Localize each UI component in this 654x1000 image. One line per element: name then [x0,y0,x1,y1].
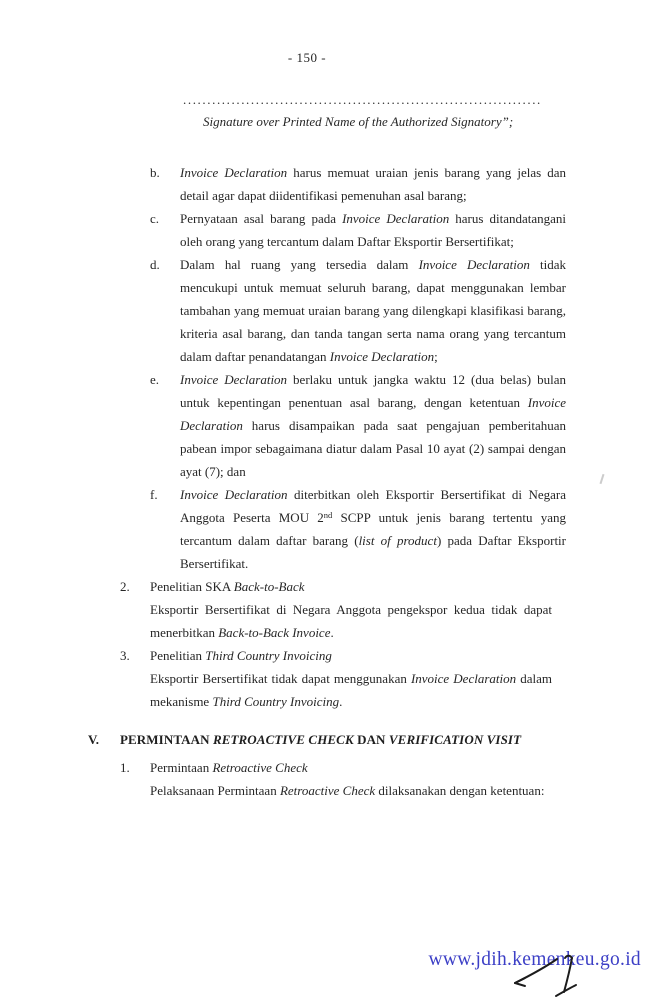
list-item-2 [120,575,654,644]
item-marker: c. [150,211,160,226]
list-item-f [150,483,654,575]
item-marker: f. [150,487,158,502]
item-body: Eksportir Bersertifikat tidak dapat menggunakan Invoice Declaration dalam mekanisme Third Country Invoicing. [150,671,552,709]
item-text: Invoice Declaration diterbitkan oleh Eksportir Bersertifikat di Negara Anggota Peserta MOU 2nd SCPP untuk jenis barang tertentu yang tercantum dalam daftar barang (list of product) pada Daftar Eksportir Bersertifikat. [180,487,566,571]
item-marker: 2. [120,579,130,594]
item-marker: b. [150,165,160,180]
item-heading: Penelitian SKA Back-to-Back [150,579,305,594]
item-heading: Permintaan Retroactive Check [150,760,308,775]
list-item-e [150,368,654,483]
item-marker: 1. [120,760,130,775]
jdih-watermark: www.jdih.kemenkeu.go.id [428,949,641,970]
section-heading-v [88,728,654,751]
list-item-d [150,253,654,368]
item-text: Pernyataan asal barang pada Invoice Declaration harus ditandatangani oleh orang yang tercantum dalam Daftar Eksportir Bersertifikat; [180,211,567,249]
item-marker: 3. [120,648,130,663]
item-marker: e. [150,372,160,387]
signature-caption: Signature over Printed Name of the Authorized Signatory”; [203,114,514,129]
item-text: Invoice Declaration berlaku untuk jangka waktu 12 (dua belas) bulan untuk kepentingan penentuan asal barang, dengan ketentuan Invoice Declaration harus disampaikan pada saat pengajuan pemberitahuan pabean impor sebagaimana diatur dalam Pasal 10 ayat (2) sampai dengan ayat (7); dan [180,372,566,479]
section-title: PERMINTAAN RETROACTIVE CHECK DAN VERIFICATION VISIT [120,732,522,747]
item-marker: d. [150,257,160,272]
page-number: - 150 - [287,50,327,65]
list-item-b [150,161,654,207]
item-heading: Penelitian Third Country Invoicing [150,648,332,663]
item-body: Pelaksanaan Permintaan Retroactive Check dilaksanakan dengan ketentuan: [150,783,545,798]
signature-block [183,95,562,133]
list-item-c [150,207,654,253]
item-text: Dalam hal ruang yang tersedia dalam Invoice Declaration tidak mencukupi untuk memuat seluruh barang, dapat menggunakan lembar tambahan yang memuat uraian barang yang dilengkapi klasifikasi barang, kriteria asal barang, dan tanda tangan serta nama orang yang tercantum dalam daftar penandatangan Invoice Declaration; [180,257,567,364]
section-marker: V. [88,732,99,747]
item-text: Invoice Declaration harus memuat uraian jenis barang yang jelas dan detail agar dapat diidentifikasi pemenuhan asal barang; [180,165,566,203]
list-item-3 [120,644,654,713]
numbered-list [120,575,654,713]
letter-list [150,161,654,575]
item-body: Eksportir Bersertifikat di Negara Anggota pengekspor kedua tidak dapat menerbitkan Back-to-Back Invoice. [150,602,552,640]
list-item-1 [120,756,654,802]
dotted-signature-line: .......................................................................... [183,95,542,107]
